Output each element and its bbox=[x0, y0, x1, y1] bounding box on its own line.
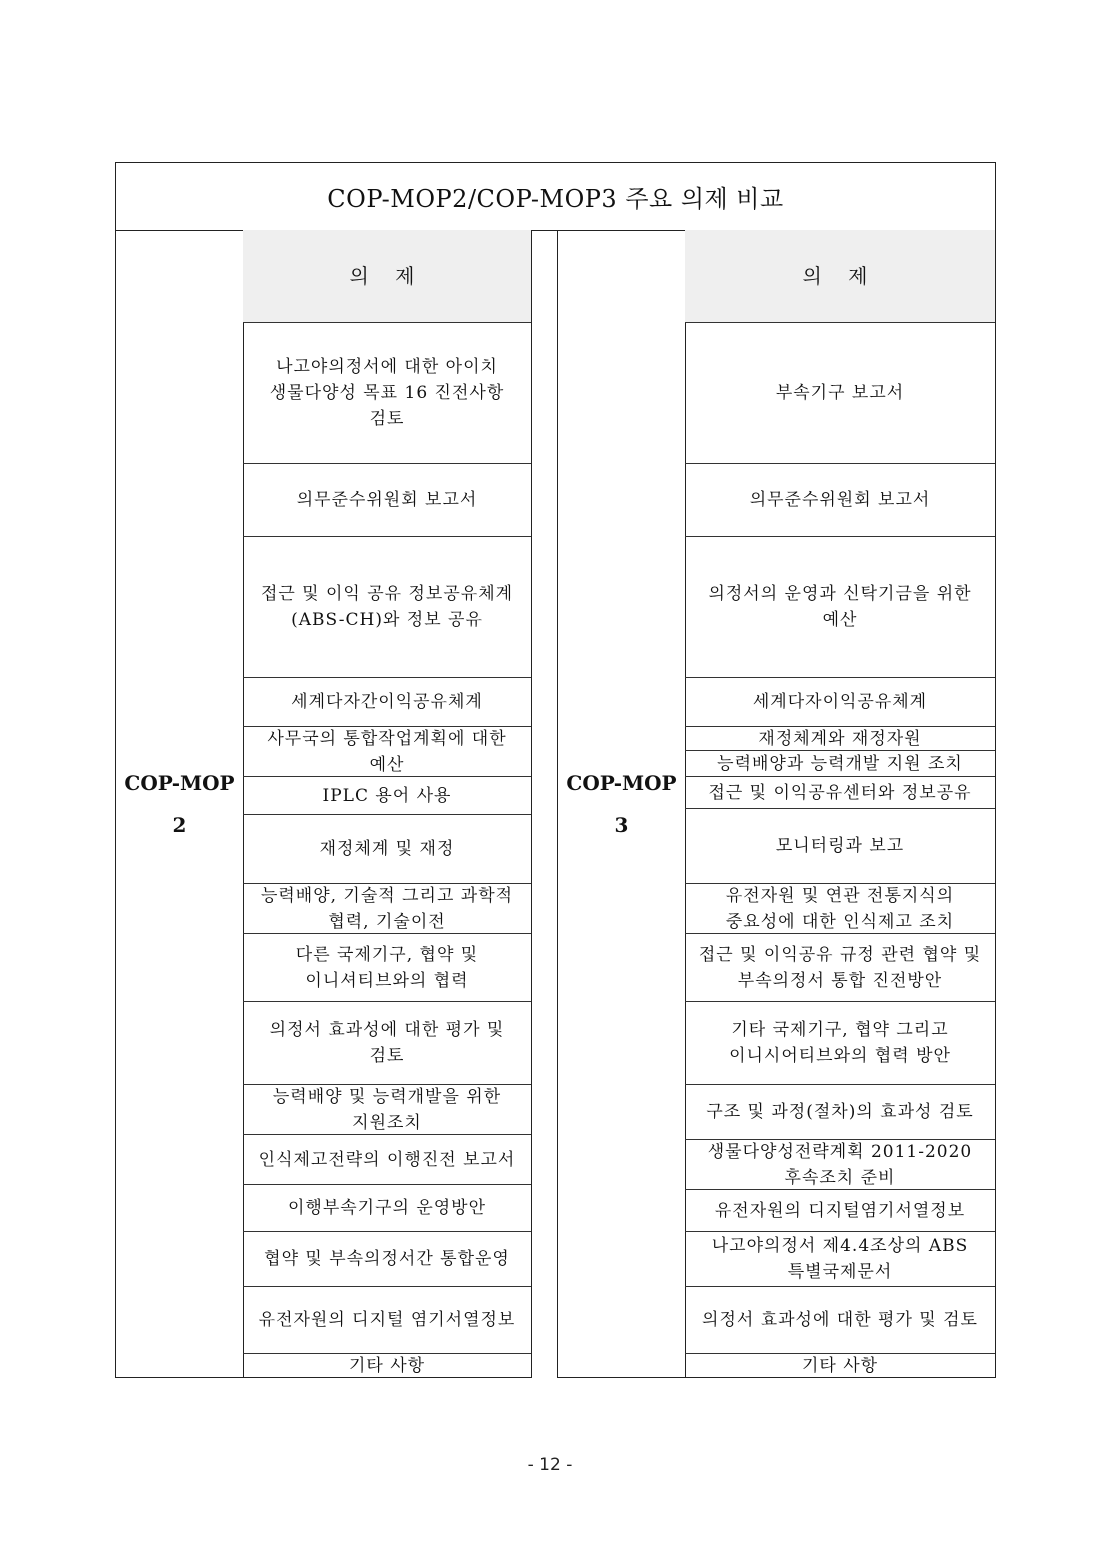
agenda-item: 생물다양성전략계획 2011-2020 후속조치 준비 bbox=[685, 1140, 995, 1190]
agenda-item: 인식제고전략의 이행진전 보고서 bbox=[243, 1135, 531, 1185]
meeting-label-line1: COP-MOP bbox=[566, 770, 677, 795]
cop-mop2-block bbox=[115, 230, 532, 1378]
cop-mop3-block bbox=[557, 230, 996, 1378]
agenda-column-header: 의 제 bbox=[243, 230, 531, 323]
agenda-item: 세계다자간이익공유체계 bbox=[243, 678, 531, 727]
meeting-label-line1: COP-MOP bbox=[124, 770, 235, 795]
agenda-item: 접근 및 이익공유 규정 관련 협약 및 부속의정서 통합 진전방안 bbox=[685, 934, 995, 1002]
agenda-item: 의무준수위원회 보고서 bbox=[685, 464, 995, 537]
meeting-label-line2: 2 bbox=[172, 812, 187, 837]
agenda-item: 재정체계 및 재정 bbox=[243, 815, 531, 884]
agenda-item: 기타 사항 bbox=[348, 1356, 426, 1376]
agenda-item: 이행부속기구의 운영방안 bbox=[243, 1185, 531, 1232]
agenda-item: 사무국의 통합작업계획에 대한 예산 bbox=[243, 727, 531, 777]
meeting-label-line2: 3 bbox=[614, 812, 629, 837]
agenda-item: 재정체계와 재정자원 bbox=[685, 727, 995, 751]
agenda-item: 협약 및 부속의정서간 통합운영 bbox=[243, 1232, 531, 1287]
agenda-item: 세계다자이익공유체계 bbox=[685, 678, 995, 727]
agenda-item: 나고야의정서에 대한 아이치 생물다양성 목표 16 진전사항 검토 bbox=[243, 323, 531, 464]
agenda-item: 접근 및 이익 공유 정보공유체계(ABS-CH)와 정보 공유 bbox=[243, 537, 531, 678]
agenda-item: 접근 및 이익공유센터와 정보공유 bbox=[685, 777, 995, 809]
agenda-item: 능력배양 및 능력개발을 위한 지원조치 bbox=[243, 1085, 531, 1135]
agenda-item: 능력배양과 능력개발 지원 조치 bbox=[685, 751, 995, 777]
cop-mop3-label bbox=[558, 230, 686, 1377]
agenda-item: 의정서 효과성에 대한 평가 및 검토 bbox=[243, 1002, 531, 1085]
agenda-item: 의정서 효과성에 대한 평가 및 검토 bbox=[685, 1287, 995, 1354]
agenda-item: 기타 국제기구, 협약 그리고 이니시어티브와의 협력 방안 bbox=[685, 1002, 995, 1085]
cop-mop3-agenda-column bbox=[685, 230, 995, 1377]
agenda-item: 부속기구 보고서 bbox=[685, 323, 995, 464]
agenda-item: 유전자원의 디지털 염기서열정보 bbox=[243, 1287, 531, 1354]
agenda-item: 구조 및 과정(절차)의 효과성 검토 bbox=[685, 1085, 995, 1140]
table-title bbox=[115, 162, 996, 231]
agenda-item: 다른 국제기구, 협약 및 이니셔티브와의 협력 bbox=[243, 934, 531, 1002]
agenda-column-header: 의 제 bbox=[685, 230, 995, 323]
agenda-item: IPLC 용어 사용 bbox=[243, 777, 531, 815]
agenda-item: 유전자원의 디지털염기서열정보 bbox=[685, 1190, 995, 1232]
agenda-item: 기타 사항 bbox=[801, 1356, 879, 1376]
cop-mop2-agenda-column bbox=[243, 230, 531, 1377]
agenda-item: 의정서의 운영과 신탁기금을 위한 예산 bbox=[685, 537, 995, 678]
agenda-item: 의무준수위원회 보고서 bbox=[243, 464, 531, 537]
agenda-item: 능력배양, 기술적 그리고 과학적 협력, 기술이전 bbox=[243, 884, 531, 934]
agenda-item: 유전자원 및 연관 전통지식의 중요성에 대한 인식제고 조치 bbox=[685, 884, 995, 934]
table-title-text: COP-MOP2/COP-MOP3 주요 의제 비교 bbox=[327, 185, 784, 213]
agenda-item: 모니터링과 보고 bbox=[685, 809, 995, 884]
agenda-item: 나고야의정서 제4.4조상의 ABS 특별국제문서 bbox=[685, 1232, 995, 1287]
cop-mop2-label bbox=[116, 230, 244, 1377]
page-number: - 12 - bbox=[527, 1455, 573, 1475]
